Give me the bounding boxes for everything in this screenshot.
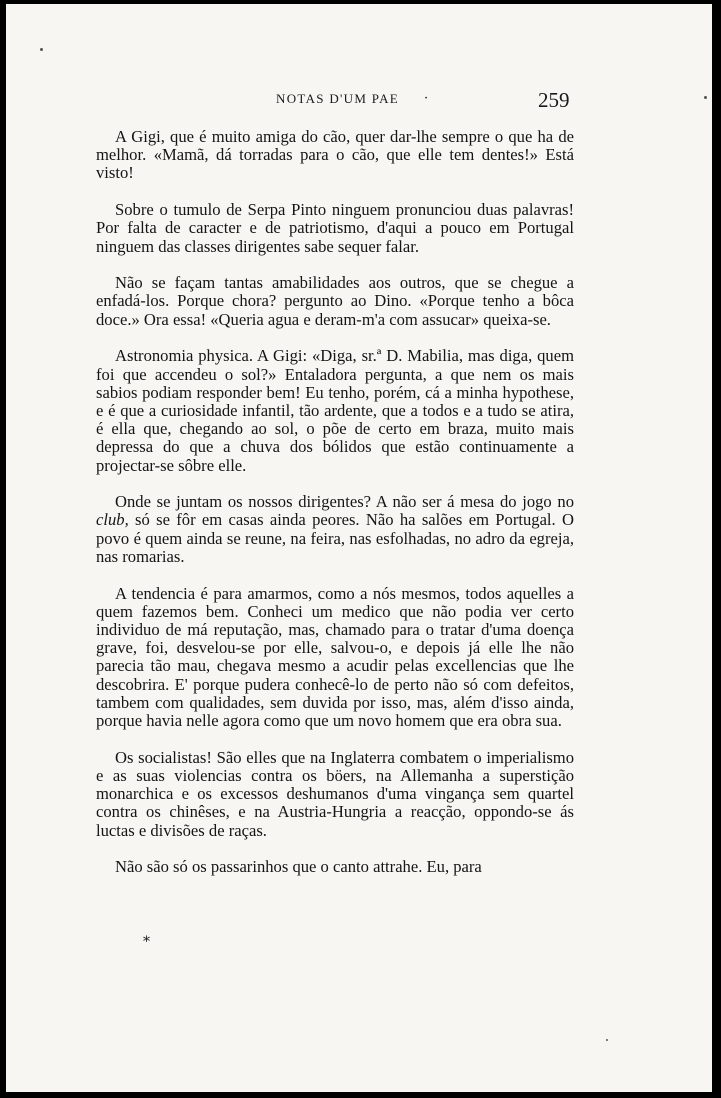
body-text <box>96 128 574 876</box>
paragraph-amabilidades: Não se façam tantas amabilidades aos outros, que se chegue a enfadá-los. Porque chora? pergunto ao Dino. «Porque tenho a bôca doce.» Ora essa! «Queria agua e deram-m'a com assucar» queixa-se. <box>96 273 574 329</box>
header-dot: · <box>424 91 429 106</box>
paper-speck <box>40 48 43 51</box>
paragraph-socialistas: Os socialistas! São elles que na Inglaterra combatem o imperialismo e as suas violencias contra os böers, na Allemanha a superstição monarchica e os excessos deshumanos d'uma vingança sem quartel contra os chinêses, e na Austria-Hungria a reacção, oppondo-se ás luctas e divisões de raças. <box>96 747 574 840</box>
paragraph-dirigentes-club: club, <box>96 510 129 530</box>
paragraph-dirigentes <box>96 493 574 566</box>
paper-speck <box>704 96 707 99</box>
paragraph-serpa-pinto: Sobre o tumulo de Serpa Pinto ninguem pronunciou duas palavras! Por falta de caracter e de patriotismo, d'aqui a pouco em Portugal ninguem das classes dirigentes sabe sequer falar. <box>96 200 574 256</box>
running-title: NOTAS D'UM PAE <box>276 91 400 106</box>
book-page <box>6 4 712 1092</box>
paragraph-tendencia: A tendencia é para amarmos, como a nós mesmos, todos aquelles a quem fazemos bem. Conheci um medico que não podia ver certo individuo de má reputação, mas, chamado para o tratar d'uma doença grave, foi, desvelou-se por elle, salvou-o, e depois já elle lhe não parecia tão mau, chegava mesmo a acudir pelas excellencias que lhe descobrira. E' porque pudera conhecê-lo de perto não só com defeitos, tambem com qualidades, sem duvida por isso, mas, além d'isso ainda, porque havia nelle agora como que um novo homem que era obra sua. <box>96 583 574 730</box>
paper-speck <box>606 1039 608 1041</box>
paragraph-dirigentes-part1: Onde se juntam os nossos dirigentes? A não ser á mesa do jogo no <box>115 492 574 512</box>
footnote-mark: * <box>143 934 150 950</box>
page-number: 259 <box>538 88 570 112</box>
paragraph-dirigentes-part2: só se fôr em casas ainda peores. Não ha salões em Portugal. O povo é quem ainda se reune, na feira, nas esfolhadas, no adro da egreja, nas romarias. <box>96 510 574 566</box>
page-header <box>6 88 712 117</box>
paragraph-astronomia: Astronomia physica. A Gigi: «Diga, sr.ª D. Mabilia, mas diga, quem foi que accendeu o sol?» Entaladora pergunta, a que nem os mais sabios podiam responder bem! Eu tenho, porém, cá a minha hypothese, e é que a curiosidade infantil, tão ardente, que a todos e a tudo se atira, é ella que, chegando ao sol, o põe de certo em braza, muito mais depressa do que a chuva dos bólidos que estão continuamente a projectar-se sôbre elle. <box>96 346 574 475</box>
paragraph-passarinhos: Não são só os passarinhos que o canto attrahe. Eu, para <box>115 857 482 877</box>
paragraph-gigi-dog: A Gigi, que é muito amiga do cão, quer dar-lhe sempre o que ha de melhor. «Mamã, dá torradas para o cão, que elle tem dentes!» Está visto! <box>96 127 574 183</box>
